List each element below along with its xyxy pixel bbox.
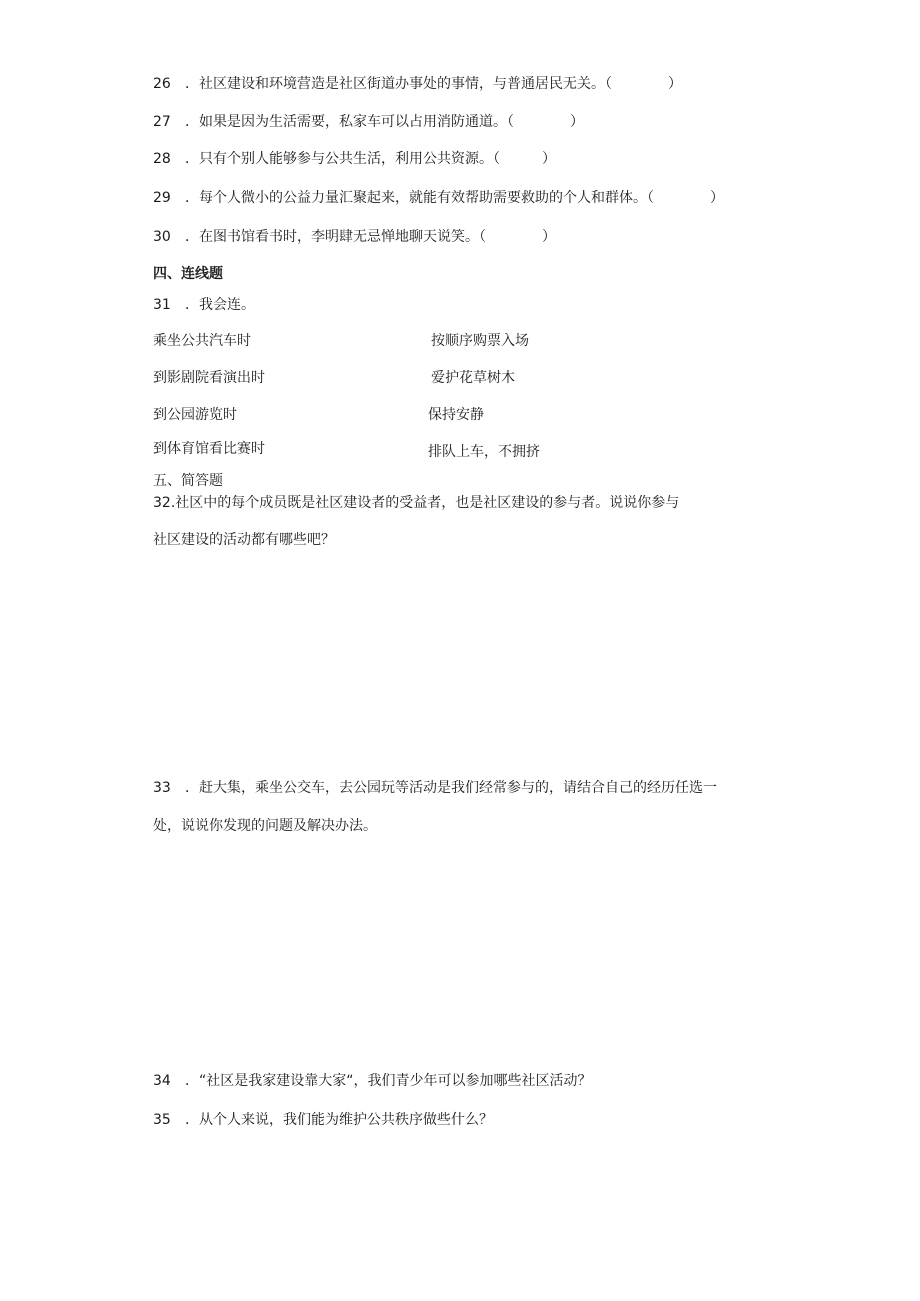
question-text: ．赶大集，乘坐公交车，去公园玩等活动是我们经常参与的，请结合自己的经历任选一 — [185, 780, 717, 796]
question-32-line1: 32.社区中的每个成员既是社区建设者的受益者，也是社区建设的参与者。说说你参与 — [153, 495, 680, 511]
question-text: ．从个人来说，我们能为维护公共秩序做些什么？ — [185, 1112, 493, 1128]
match-right-item: 排队上车，不拥挤 — [428, 444, 540, 460]
question-number: 34 — [153, 1073, 171, 1089]
question-number: 33 — [153, 780, 171, 796]
question-28 — [153, 150, 556, 168]
question-31 — [153, 296, 255, 314]
match-right-item: 爱护花草树木 — [431, 370, 515, 386]
question-number: 28 — [153, 151, 171, 167]
question-text: ．在图书馆看书时，李明肆无忌惮地聊天说笑。（ ） — [185, 229, 556, 245]
question-27 — [153, 113, 584, 131]
question-34 — [153, 1072, 592, 1090]
question-text: ．只有个别人能够参与公共生活，利用公共资源。（ ） — [185, 151, 556, 167]
section-title-short-answer: 五、简答题 — [153, 473, 223, 489]
question-text: ．如果是因为生活需要，私家车可以占用消防通道。（ ） — [185, 114, 584, 130]
question-33-line2: 处，说说你发现的问题及解决办法。 — [153, 818, 377, 834]
match-left-item: 到公园游览时 — [153, 407, 237, 423]
match-left-item: 乘坐公共汽车时 — [153, 333, 251, 349]
question-29 — [153, 189, 724, 207]
question-number: 35 — [153, 1112, 171, 1128]
match-right-item: 按顺序购票入场 — [431, 333, 529, 349]
question-26 — [153, 75, 682, 93]
question-text: ．“社区是我家建设靠大家“，我们青少年可以参加哪些社区活动？ — [185, 1073, 592, 1089]
question-number: 30 — [153, 229, 171, 245]
question-text: ．每个人微小的公益力量汇聚起来，就能有效帮助需要救助的个人和群体。（ ） — [185, 190, 724, 206]
question-text: ．我会连。 — [185, 297, 255, 313]
question-number: 27 — [153, 114, 171, 130]
question-number: 26 — [153, 76, 171, 92]
question-35 — [153, 1111, 493, 1129]
match-right-item: 保持安静 — [428, 407, 484, 423]
question-number: 31 — [153, 297, 171, 313]
question-number: 29 — [153, 190, 171, 206]
match-left-item: 到影剧院看演出时 — [153, 370, 265, 386]
question-32-line2: 社区建设的活动都有哪些吧？ — [153, 532, 335, 548]
question-30 — [153, 228, 556, 246]
question-33-line1 — [153, 779, 717, 797]
question-text: ．社区建设和环境营造是社区街道办事处的事情，与普通居民无关。（ ） — [185, 76, 682, 92]
section-title-matching: 四、连线题 — [153, 266, 223, 282]
match-left-item: 到体育馆看比赛时 — [153, 441, 265, 457]
